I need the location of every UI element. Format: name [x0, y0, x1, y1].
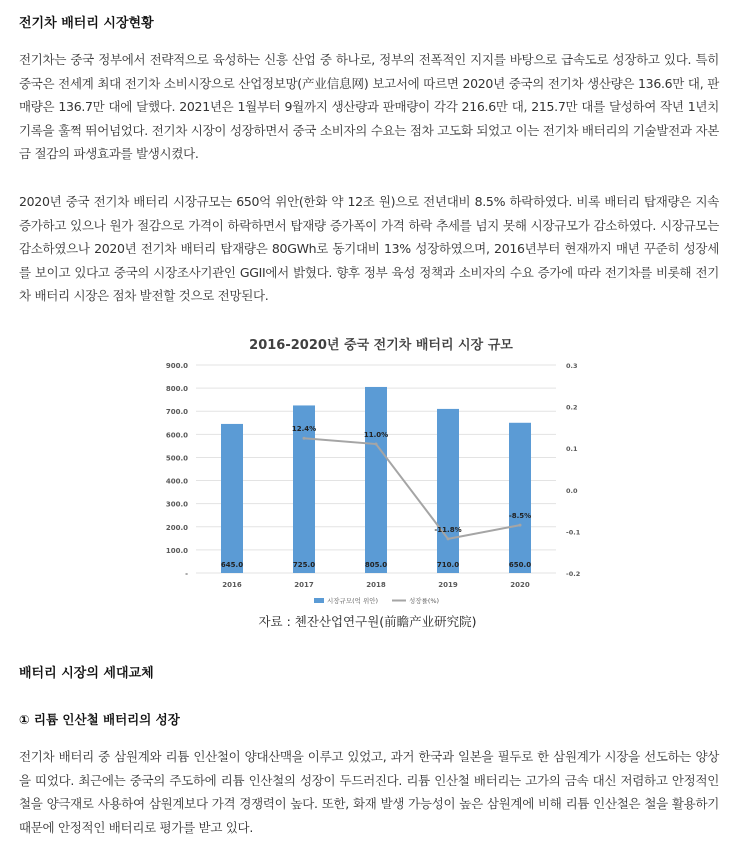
- bar-data-label: 645.0: [220, 561, 244, 569]
- right-axis-tick-label: 0.0: [566, 486, 578, 495]
- left-axis-tick-label: 400.0: [165, 477, 188, 486]
- x-axis-tick-label: 2019: [438, 581, 458, 589]
- chart-source-caption: 자료 : 첸잔산업연구원(前瞻产业研究院): [258, 614, 477, 629]
- bar: [509, 423, 531, 573]
- x-axis-tick-label: 2016: [222, 581, 242, 589]
- chart-svg: [136, 323, 606, 613]
- growth-rate-point: [303, 437, 306, 440]
- growth-rate-data-label: -8.5%: [508, 512, 532, 521]
- growth-rate-point: [447, 537, 450, 540]
- legend-label: 시장규모(억 위안): [327, 597, 379, 605]
- right-axis-tick-label: 0.1: [566, 445, 578, 454]
- left-axis-tick-label: 700.0: [165, 408, 188, 417]
- growth-rate-point: [519, 524, 522, 527]
- bar: [221, 424, 243, 573]
- bar: [437, 409, 459, 573]
- right-axis-tick-label: 0.2: [566, 403, 578, 412]
- bar-data-label: 805.0: [364, 561, 388, 569]
- left-axis-tick-label: -: [185, 570, 188, 578]
- chart-title: 2016-2020년 중국 전기차 배터리 시장 규모: [249, 338, 513, 353]
- sub-heading: ① 리튬 인산철 배터리의 성장: [19, 712, 180, 727]
- left-axis-tick-label: 200.0: [165, 523, 188, 532]
- bar-data-label: 710.0: [436, 561, 460, 569]
- left-axis-tick-label: 500.0: [165, 454, 188, 463]
- bar-data-label: 650.0: [508, 561, 532, 569]
- legend-swatch-bar: [314, 598, 324, 603]
- right-axis-tick-label: 0.3: [566, 362, 578, 370]
- paragraph: 전기차는 중국 정부에서 전략적으로 육성하는 신흥 산업 중 하나로, 정부의 전폭적인 지지를 바탕으로 급속도로 성장하고 있다. 특히 중국은 전세계 최대 전기차 소비시장으로 산업정보망(产业信息网) 보고서에 따르면 2020년 중국의 전기차 생산량은 136.6만 대, 판매량은 136.7만 대에 달했다. 2021년은 1월부터 9월까지 생산량과 판매량이 각각 216.6만 대, 215.7만 대를 달성하여 작년 1년치 기록을 훌쩍 뛰어넘었다. 전기차 시장이 성장하면서 중국 소비자의 수요는 점차 고도화 되었고 이는 전기차 배터리의 기술발전과 자본금 절감의 파생효과를 발생시켰다.: [19, 52, 719, 162]
- section-heading: 전기차 배터리 시장현황: [19, 16, 154, 31]
- section-heading: 배터리 시장의 세대교체: [19, 666, 154, 681]
- left-axis-tick-label: 800.0: [165, 385, 188, 394]
- left-axis-tick-label: 300.0: [165, 500, 188, 509]
- legend-label: 성장률(%): [409, 597, 440, 605]
- growth-rate-data-label: -11.8%: [434, 525, 462, 534]
- growth-rate-point: [375, 443, 378, 446]
- bar: [365, 387, 387, 573]
- paragraph: 전기차 배터리 중 삼원계와 리튬 인산철이 양대산맥을 이루고 있었고, 과거 한국과 일본을 필두로 한 삼원계가 시장을 선도하는 양상을 띠었다. 최근에는 중국의 주도하에 리튬 인산철의 성장이 두드러진다. 리튬 인산철 배터리는 고가의 금속 대신 저렴하고 안정적인 철을 양극재로 사용하여 삼원계보다 가격 경쟁력이 높다. 또한, 화재 발생 가능성이 높은 삼원계에 비해 리튬 인산철은 철을 활용하기 때문에 안정적인 배터리로 평가를 받고 있다.: [19, 749, 719, 835]
- chart: [136, 323, 606, 613]
- growth-rate-line: [304, 438, 520, 539]
- growth-rate-data-label: 11.0%: [363, 431, 389, 440]
- growth-rate-data-label: 12.4%: [291, 425, 317, 434]
- left-axis-tick-label: 100.0: [165, 546, 188, 555]
- right-axis-tick-label: -0.1: [566, 528, 581, 537]
- left-axis-tick-label: 900.0: [165, 362, 188, 370]
- right-axis-tick-label: -0.2: [566, 570, 581, 578]
- bar-data-label: 725.0: [292, 561, 316, 569]
- left-axis-tick-label: 600.0: [165, 431, 188, 440]
- x-axis-tick-label: 2020: [510, 581, 530, 589]
- x-axis-tick-label: 2018: [366, 581, 386, 589]
- x-axis-tick-label: 2017: [294, 581, 314, 589]
- paragraph: 2020년 중국 전기차 배터리 시장규모는 650억 위안(한화 약 12조 원)으로 전년대비 8.5% 하락하였다. 비록 배터리 탑재량은 지속 증가하고 있으나 원가 절감으로 가격이 하락하면서 탑재량 증가폭이 가격 하락 추세를 넘지 못해 시장규모가 감소하였다. 시장규모는 감소하였으나 2020년 전기차 배터리 탑재량은 80GWh로 동기대비 13% 성장하였으며, 2016년부터 현재까지 매년 꾸준히 성장세를 보이고 있다고 중국의 시장조사기관인 GGII에서 밝혔다. 향후 정부 육성 정책과 소비자의 수요 증가에 따라 전기차를 비롯해 전기차 배터리 시장은 점차 발전할 것으로 전망된다.: [19, 194, 719, 304]
